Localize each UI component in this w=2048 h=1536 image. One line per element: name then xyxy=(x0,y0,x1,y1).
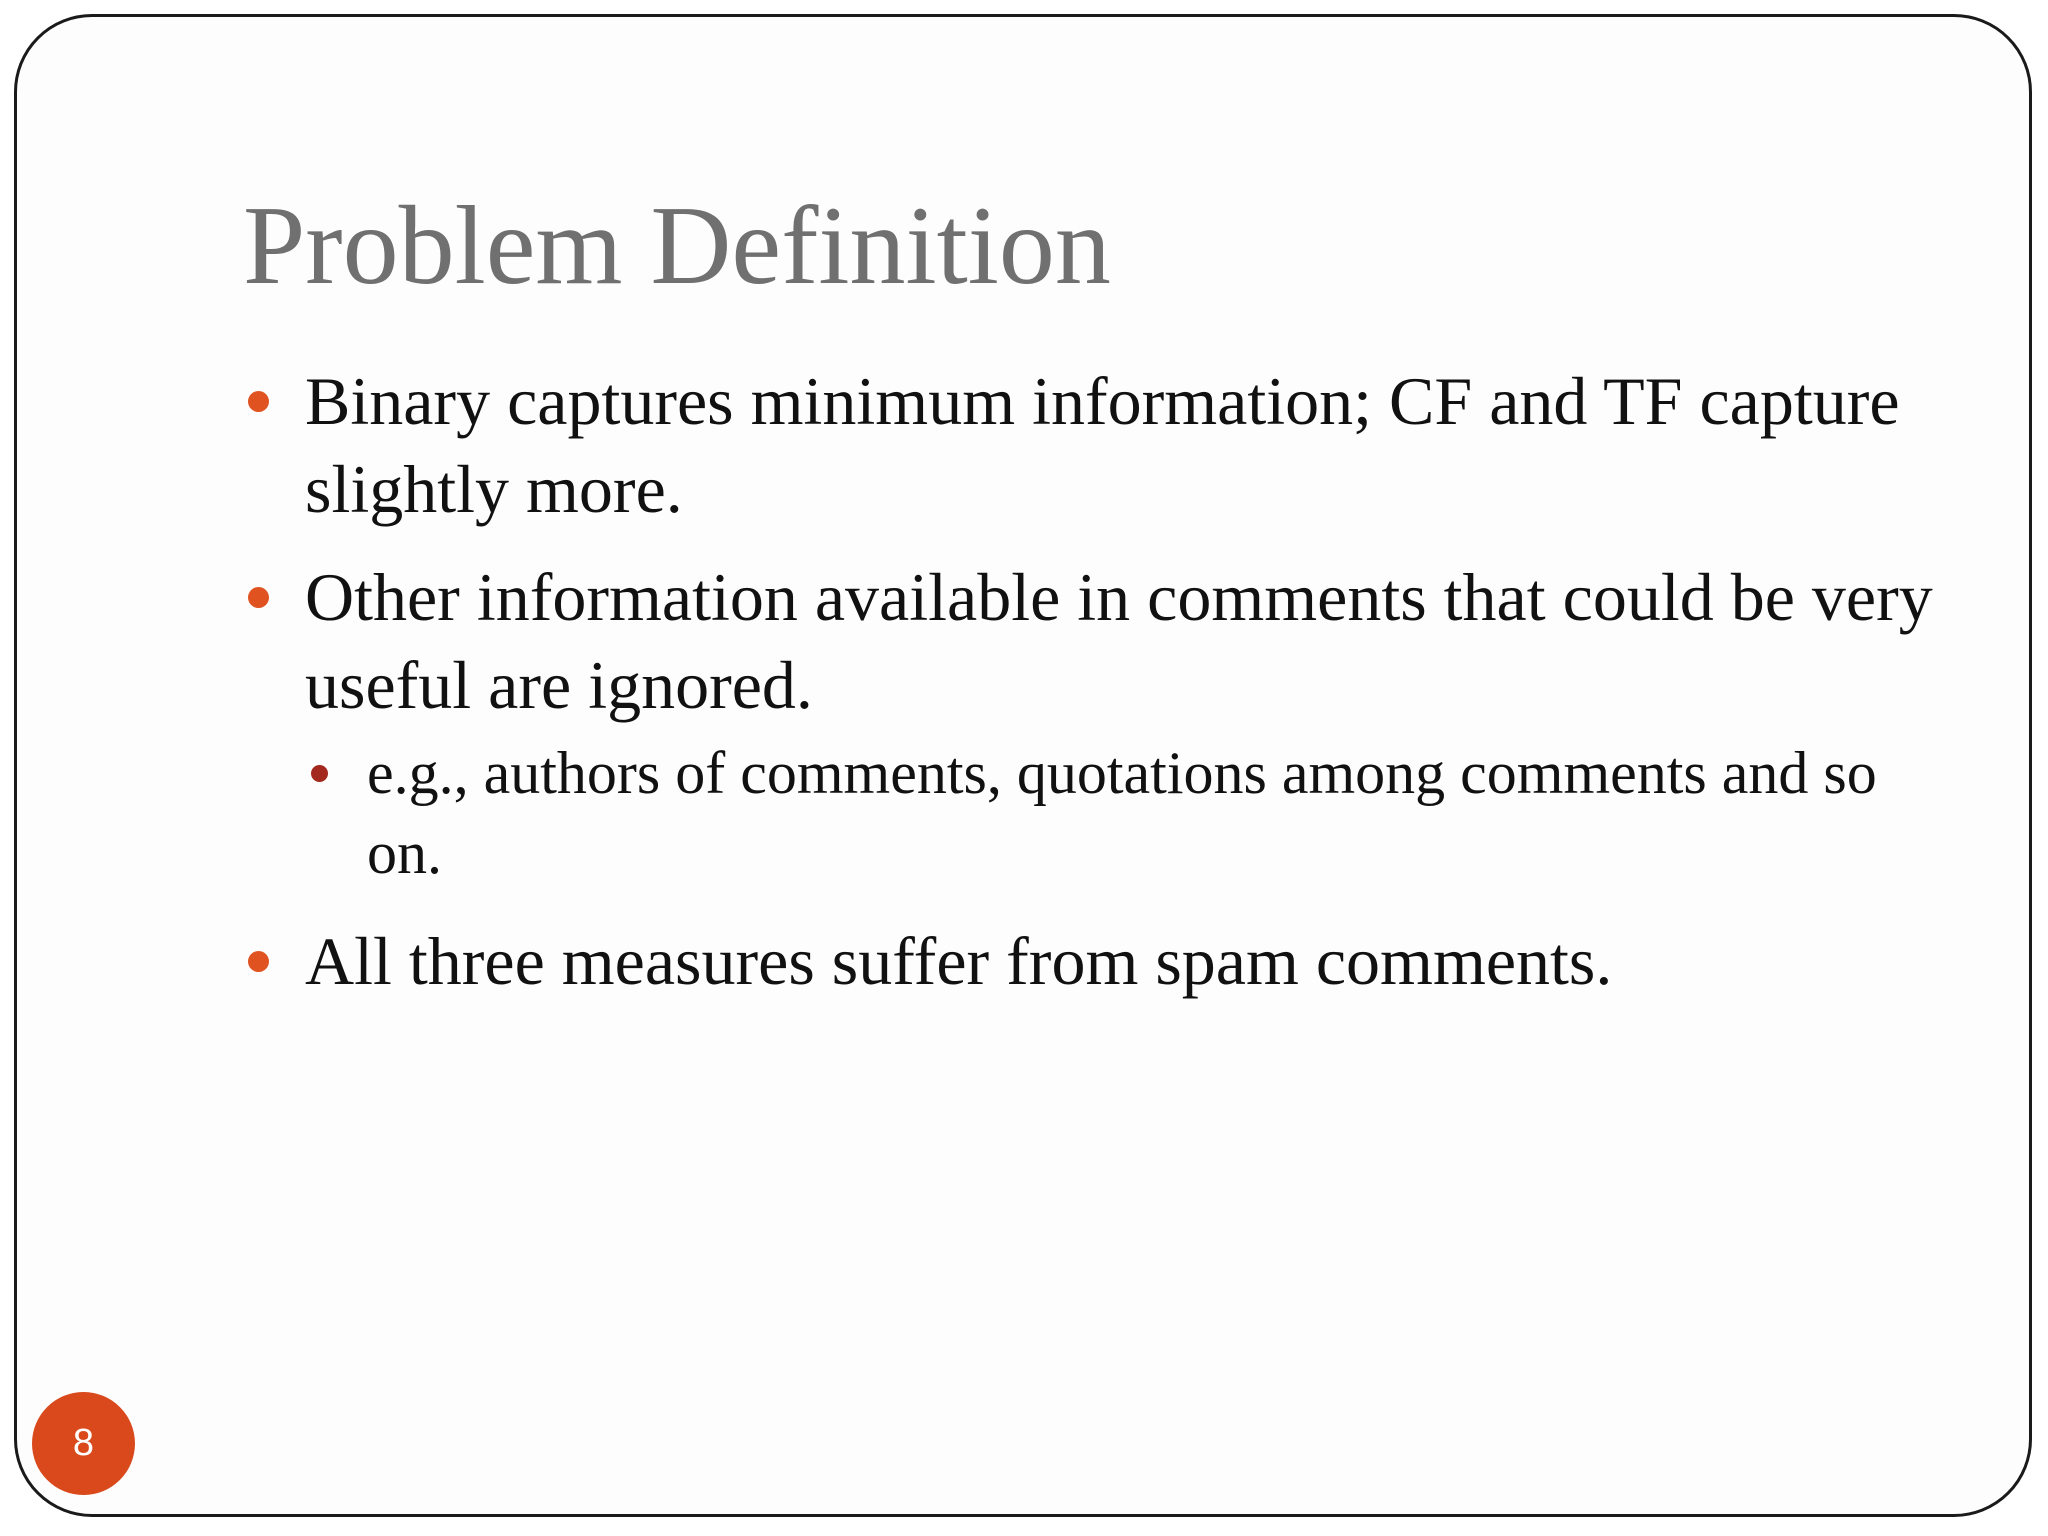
slide-title: Problem Definition xyxy=(243,184,1111,308)
bullet-text: Other information available in comments that could be very useful are ignored. xyxy=(305,559,1933,723)
bullet-text: All three measures suffer from spam comments. xyxy=(305,923,1613,999)
slide-frame xyxy=(14,14,2032,1517)
sub-bullet-item xyxy=(305,733,1963,893)
bullet-dot-icon xyxy=(248,587,269,608)
bullet-dot-icon xyxy=(248,951,269,972)
sub-bullet-dot-icon xyxy=(311,765,328,782)
sub-bullet-text: e.g., authors of comments, quotations among comments and so on. xyxy=(367,740,1877,886)
sub-bullet-list xyxy=(305,733,1963,893)
bullet-text: Binary captures minimum information; CF and TF capture slightly more. xyxy=(305,363,1900,527)
page-number-badge: 8 xyxy=(32,1392,135,1495)
bullet-item xyxy=(243,917,1963,1005)
bullet-dot-icon xyxy=(248,391,269,412)
bullet-list xyxy=(243,357,1963,1025)
bullet-item xyxy=(243,553,1963,893)
bullet-item xyxy=(243,357,1963,533)
